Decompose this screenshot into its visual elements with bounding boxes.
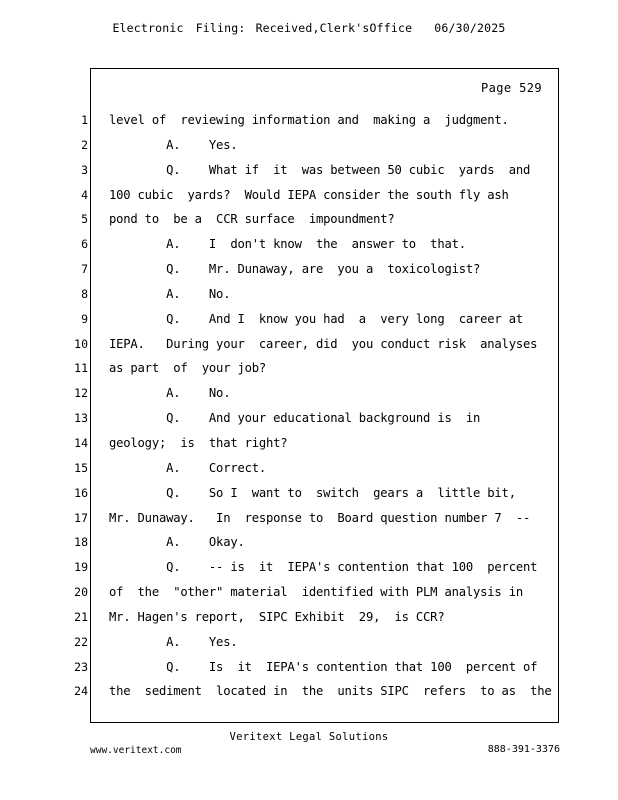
transcript-line: A. No. xyxy=(109,286,231,301)
transcript-line: Q. And I know you had a very long career at xyxy=(109,311,523,326)
footer-company: Veritext Legal Solutions xyxy=(229,731,389,743)
page-label: Page 529 xyxy=(481,81,542,95)
transcript-line: A. Correct. xyxy=(109,460,267,475)
transcript-line: Q. Is it IEPA's contention that 100 percent of xyxy=(109,659,538,674)
line-number: 6 xyxy=(81,237,88,252)
transcript-line: as part of your job? xyxy=(109,361,267,376)
line-number: 16 xyxy=(74,485,88,500)
transcript-line: A. No. xyxy=(109,386,231,401)
line-number: 2 xyxy=(81,137,88,152)
line-number: 8 xyxy=(81,286,88,301)
filing-stamp-received: Received,Clerk'sOffice xyxy=(255,21,413,35)
transcript-body xyxy=(109,108,552,704)
line-number: 18 xyxy=(74,535,88,550)
line-number: 23 xyxy=(74,659,88,674)
transcript-line: Mr. Dunaway. In response to Board question number 7 -- xyxy=(109,510,531,525)
transcript-line: Q. Mr. Dunaway, are you a toxicologist? xyxy=(109,262,481,277)
line-number: 19 xyxy=(74,560,88,575)
line-number-column xyxy=(62,108,88,704)
line-number: 4 xyxy=(81,187,88,202)
transcript-line: Mr. Hagen's report, SIPC Exhibit 29, is CCR? xyxy=(109,609,445,624)
line-number: 11 xyxy=(74,361,88,376)
line-number: 17 xyxy=(74,510,88,525)
transcript-line: A. I don't know the answer to that. xyxy=(109,237,466,252)
transcript-line: 100 cubic yards? Would IEPA consider the south fly ash xyxy=(109,187,509,202)
line-number: 20 xyxy=(74,585,88,600)
line-number: 5 xyxy=(81,212,88,227)
transcript-line: Q. What if it was between 50 cubic yards and xyxy=(109,162,531,177)
transcript-line: Q. So I want to switch gears a little bit, xyxy=(109,485,516,500)
transcript-line: IEPA. During your career, did you conduct risk analyses xyxy=(109,336,538,351)
transcript-line: geology; is that right? xyxy=(109,435,288,450)
transcript-line: A. Okay. xyxy=(109,535,245,550)
transcript-line: level of reviewing information and making a judgment. xyxy=(109,113,509,127)
transcript-line: of the "other" material identified with PLM analysis in xyxy=(109,585,523,600)
line-number: 22 xyxy=(74,634,88,649)
transcript-line: Q. And your educational background is in xyxy=(109,411,481,426)
line-number: 21 xyxy=(74,609,88,624)
filing-stamp-electronic: Electronic xyxy=(112,21,184,35)
filing-stamp xyxy=(0,21,618,35)
footer-website: www.veritext.com xyxy=(90,745,182,756)
line-number: 9 xyxy=(81,311,88,326)
line-number: 12 xyxy=(74,386,88,401)
line-number: 7 xyxy=(81,262,88,277)
filing-stamp-date: 06/30/2025 xyxy=(434,21,506,35)
transcript-line: A. Yes. xyxy=(109,137,238,152)
transcript-line: pond to be a CCR surface impoundment? xyxy=(109,212,395,227)
line-number: 15 xyxy=(74,460,88,475)
transcript-line: Q. -- is it IEPA's contention that 100 percent xyxy=(109,560,538,575)
line-number: 13 xyxy=(74,411,88,426)
line-number: 3 xyxy=(81,162,88,177)
footer-phone: 888-391-3376 xyxy=(487,744,560,755)
filing-stamp-filing: Filing: xyxy=(195,21,246,35)
line-number: 1 xyxy=(81,113,88,127)
line-number: 24 xyxy=(74,684,88,699)
line-number: 14 xyxy=(74,435,88,450)
transcript-line: the sediment located in the units SIPC refers to as the xyxy=(109,684,552,699)
line-number: 10 xyxy=(74,336,88,351)
transcript-line: A. Yes. xyxy=(109,634,238,649)
